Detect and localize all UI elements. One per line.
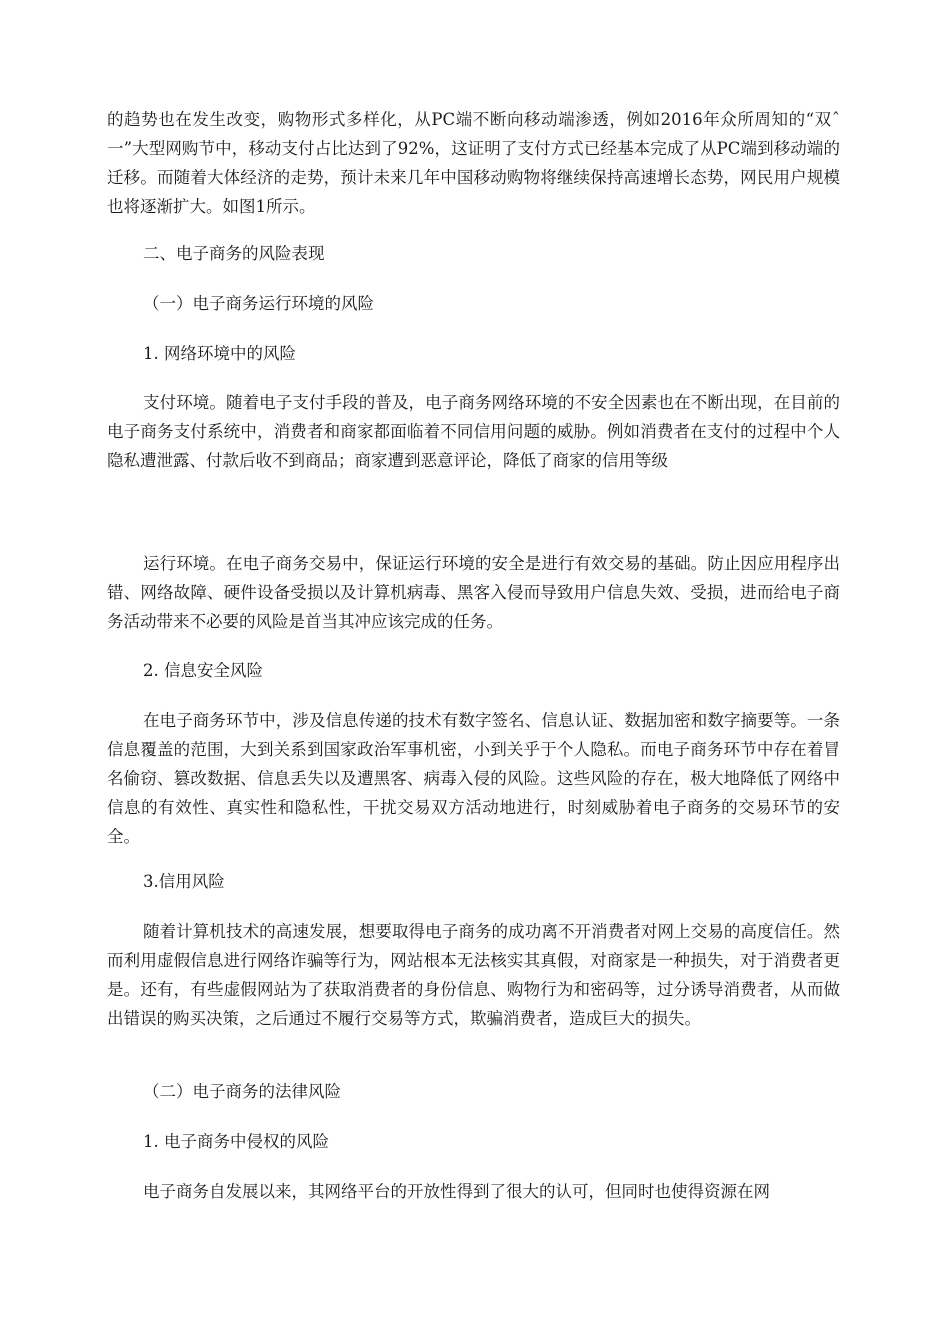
item-heading-info-security: 2. 信息安全风险 <box>143 661 263 680</box>
subsection-heading-legal: （二）电子商务的法律风险 <box>143 1082 341 1101</box>
paragraph-infringement: 电子商务自发展以来，其网络平台的开放性得到了很大的认可，但同时也使得资源在网 <box>143 1182 770 1201</box>
item-heading-network: 1. 网络环境中的风险 <box>143 344 296 363</box>
paragraph-info-security: 在电子商务环节中，涉及信息传递的技术有数字签名、信息认证、数据加密和数字摘要等。一条信息覆盖的范围，大到关系到国家政治军事机密，小到关乎于个人隐私。而电子商务环节中存在着冒名偷窃、篡改数据、信息丢失以及遭黑客、病毒入侵的风险。这些风险的存在，极大地降低了网络中信息的有效性、真实性和隐私性，干扰交易双方活动地进行，时刻威胁着电子商务的交易环节的安全。 <box>107 711 840 846</box>
paragraph-payment-environment: 支付环境。随着电子支付手段的普及，电子商务网络环境的不安全因素也在不断出现，在目前的电子商务支付系统中，消费者和商家都面临着不同信用问题的威胁。例如消费者在支付的过程中个人隐私遭泄露、付款后收不到商品；商家遭到恶意评论，降低了商家的信用等级 <box>107 393 840 470</box>
paragraph-credit-risk: 随着计算机技术的高速发展，想要取得电子商务的成功离不开消费者对网上交易的高度信任。然而利用虚假信息进行网络诈骗等行为，网站根本无法核实其真假，对商家是一种损失，对于消费者更是。还有，有些虚假网站为了获取消费者的身份信息、购物行为和密码等，过分诱导消费者，从而做出错误的购买决策，之后通过不履行交易等方式，欺骗消费者，造成巨大的损失。 <box>107 922 840 1028</box>
paragraph-shopping-trend: 的趋势也在发生改变，购物形式多样化，从PC端不断向移动端渗透，例如2016年众所周知的“双ˆ一”大型网购节中，移动支付占比达到了92%，这证明了支付方式已经基本完成了从PC端到移动端的迁移。而随着大体经济的走势，预计未来几年中国移动购物将继续保持高速增长态势，网民用户规模也将逐渐扩大。如图1所示。 <box>107 110 840 216</box>
subsection-heading-environment: （一）电子商务运行环境的风险 <box>143 294 374 313</box>
item-heading-infringement: 1. 电子商务中侵权的风险 <box>143 1132 329 1151</box>
section-heading-risks: 二、电子商务的风险表现 <box>143 244 325 263</box>
item-heading-credit: 3.信用风险 <box>143 872 225 891</box>
paragraph-operating-environment: 运行环境。在电子商务交易中，保证运行环境的安全是进行有效交易的基础。防止因应用程序出错、网络故障、硬件设备受损以及计算机病毒、黑客入侵而导致用户信息失效、受损，进而给电子商务活动带来不必要的风险是首当其冲应该完成的任务。 <box>107 554 840 631</box>
